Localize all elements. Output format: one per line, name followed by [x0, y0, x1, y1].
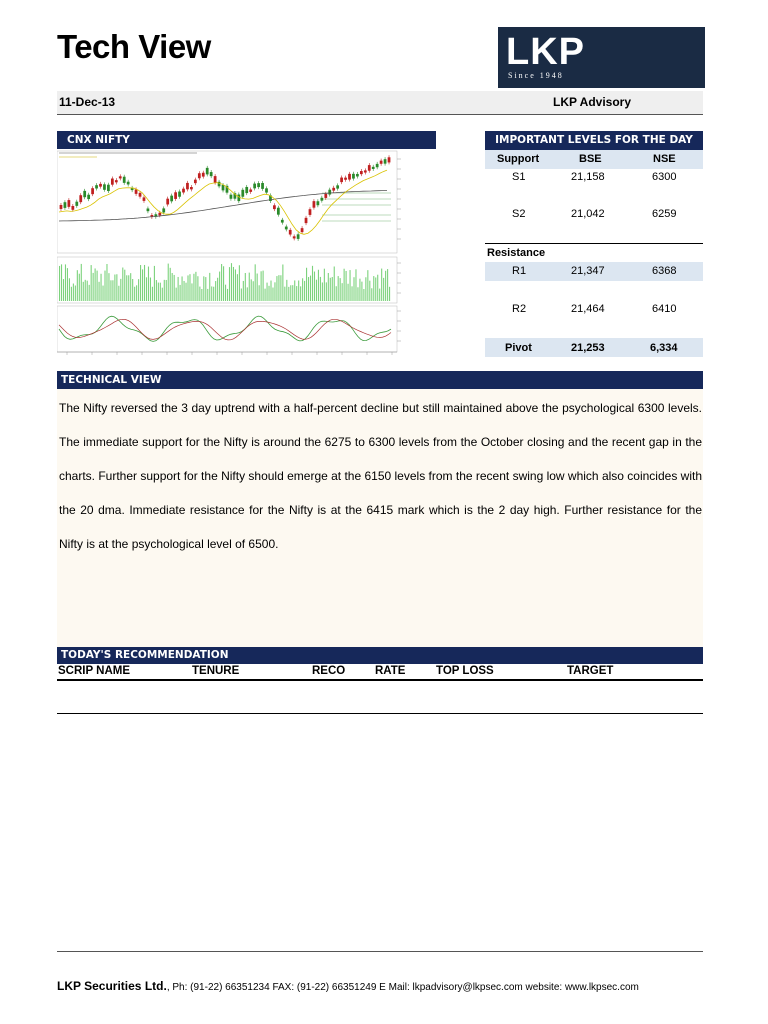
candle-body [332, 188, 335, 191]
volume-bar [156, 280, 157, 301]
candle-body [123, 177, 126, 183]
volume-bar [101, 274, 102, 301]
volume-bar [316, 280, 317, 301]
candle-body [87, 195, 90, 199]
volume-bar [237, 274, 238, 301]
candle-body [162, 208, 165, 212]
important-levels-table [485, 131, 703, 357]
candle-body [60, 205, 63, 209]
volume-bar [91, 265, 92, 301]
volume-bar [373, 276, 374, 301]
candle-body [340, 178, 343, 183]
levels-divider [485, 243, 703, 244]
r2-nse: 6410 [652, 303, 677, 315]
volume-bar [209, 273, 210, 301]
volume-bar [193, 274, 194, 301]
volume-bar [95, 268, 96, 301]
candle-body [364, 170, 367, 172]
s2-nse: 6259 [652, 208, 677, 220]
candle-body [241, 190, 244, 197]
volume-bar [312, 266, 313, 301]
pivot-label: Pivot [505, 342, 532, 354]
technical-view-heading: TECHNICAL VIEW [57, 371, 703, 389]
candle-body [261, 183, 264, 189]
volume-bar [110, 280, 111, 301]
s2-label: S2 [512, 208, 526, 220]
volume-bar [160, 283, 161, 301]
col-scrip-name: SCRIP NAME [58, 665, 130, 677]
r2-label: R2 [512, 303, 527, 315]
footer-company: LKP Securities Ltd. [57, 979, 167, 993]
volume-bar [276, 276, 277, 301]
candle-body [277, 208, 280, 215]
volume-bar [351, 286, 352, 301]
recommendation-heading: TODAY'S RECOMMENDATION [57, 647, 703, 664]
volume-bar [371, 288, 372, 301]
candle-body [107, 185, 110, 191]
volume-bar [223, 266, 224, 301]
volume-bar [274, 282, 275, 301]
date-bar [57, 91, 703, 115]
volume-bar [217, 278, 218, 301]
levels-heading: IMPORTANT LEVELS FOR THE DAY [485, 131, 703, 150]
candle-body [186, 183, 189, 189]
volume-bar [241, 288, 242, 301]
candle-body [83, 191, 86, 197]
volume-bar [211, 286, 212, 301]
candle-body [360, 171, 363, 174]
volume-bar [381, 269, 382, 301]
volume-bar [385, 271, 386, 301]
col-bse: BSE [579, 153, 602, 165]
volume-bar [265, 289, 266, 301]
volume-bar [344, 269, 345, 301]
footer [57, 979, 639, 993]
volume-bar [375, 277, 376, 301]
candle-body [95, 185, 98, 188]
volume-bar [229, 267, 230, 301]
volume-bar [298, 280, 299, 301]
logo-since: Since 1948 [508, 71, 564, 80]
candle-body [68, 200, 71, 207]
volume-bar [363, 289, 364, 301]
volume-bar [355, 269, 356, 301]
volume-bar [324, 269, 325, 301]
volume-bar [225, 285, 226, 301]
volume-bar [278, 275, 279, 301]
pivot-nse: 6,334 [650, 342, 678, 354]
resistance-label: Resistance [487, 247, 546, 259]
volume-bar [197, 276, 198, 301]
volume-bar [387, 269, 388, 301]
volume-bar [231, 263, 232, 301]
volume-bar [67, 268, 68, 301]
volume-bar [320, 277, 321, 301]
volume-bar [353, 277, 354, 301]
candle-body [344, 178, 347, 180]
volume-bar [176, 288, 177, 301]
volume-bar [185, 283, 186, 301]
volume-bar [304, 281, 305, 301]
volume-bar [61, 264, 62, 301]
candle-body [210, 172, 213, 176]
volume-bar [132, 279, 133, 301]
chart-heading: CNX NIFTY [57, 131, 436, 149]
s2-bse: 21,042 [571, 208, 605, 220]
volume-bar [286, 280, 287, 301]
volume-bar [130, 273, 131, 301]
volume-bar [162, 288, 163, 301]
r2-bse: 21,464 [571, 303, 605, 315]
volume-bar [377, 275, 378, 301]
col-support: Support [497, 153, 540, 165]
pivot-row [485, 338, 703, 357]
candle-body [99, 184, 102, 187]
volume-bar [261, 271, 262, 301]
volume-bar [73, 284, 74, 301]
volume-bar [144, 265, 145, 301]
recommendation-header-row [57, 664, 703, 681]
volume-bar [322, 282, 323, 301]
volume-bar [142, 269, 143, 301]
volume-bar [270, 281, 271, 301]
volume-bar [89, 285, 90, 301]
volume-bar [85, 280, 86, 301]
volume-bar [318, 270, 319, 301]
volume-bar [342, 283, 343, 301]
volume-bar [184, 281, 185, 301]
candle-body [178, 192, 181, 197]
volume-bar [332, 277, 333, 301]
r1-label: R1 [512, 265, 527, 277]
volume-bar [112, 280, 113, 301]
volume-bar [83, 282, 84, 301]
logo-wordmark: LKP [506, 31, 585, 73]
volume-bar [292, 285, 293, 301]
volume-bar [282, 264, 283, 301]
volume-bar [233, 267, 234, 301]
volume-bar [116, 274, 117, 301]
candle-body [384, 159, 387, 163]
volume-bar [203, 276, 204, 301]
candle-body [230, 195, 233, 199]
volume-bar [361, 282, 362, 301]
volume-bar [174, 275, 175, 301]
technical-view-body: The Nifty reversed the 3 day uptrend with a half-percent decline but still maintained above the psychological 6300 levels. The immediate support for the Nifty is around the 6275 to 6300 levels from the October closing and the recent gap in the charts. Further support for the Nifty should emerge at the 6150 levels from the recent swing low which also coincides with the 20 dma. Immediate resistance for the Nifty is at the 6415 mark which is the 2 day high. Further resistance for the Nifty is at the psychological level of 6500. [59, 401, 702, 551]
candle-body [190, 187, 193, 189]
volume-bar [326, 282, 327, 301]
volume-bar [191, 283, 192, 301]
candle-body [115, 180, 118, 182]
candle-body [388, 157, 391, 162]
candle-body [281, 220, 284, 223]
volume-bar [65, 264, 66, 301]
volume-bar [87, 281, 88, 301]
volume-bar [120, 279, 121, 301]
candle-body [317, 201, 320, 205]
volume-bar [239, 265, 240, 301]
volume-bar [63, 279, 64, 301]
volume-bar [348, 284, 349, 301]
candle-body [352, 174, 355, 179]
candle-body [91, 188, 94, 194]
volume-bar [272, 288, 273, 301]
volume-bar [219, 272, 220, 301]
volume-bar [251, 279, 252, 301]
volume-bar [172, 273, 173, 301]
volume-bar [306, 268, 307, 301]
volume-bar [249, 273, 250, 301]
r1-nse: 6368 [652, 265, 677, 277]
col-target: TARGET [567, 665, 614, 677]
candle-body [253, 184, 256, 189]
candle-body [249, 189, 252, 191]
volume-bar [108, 273, 109, 301]
candle-body [297, 234, 300, 239]
technical-view-section [57, 371, 703, 647]
volume-bar [367, 270, 368, 301]
volume-bar [280, 275, 281, 301]
candle-body [127, 182, 130, 185]
volume-bar [245, 273, 246, 301]
price-chart-image [57, 149, 436, 358]
volume-bar [138, 279, 139, 301]
candle-body [119, 176, 122, 178]
volume-bar [357, 287, 358, 301]
s1-label: S1 [512, 171, 526, 183]
candle-body [289, 230, 292, 235]
candle-body [79, 195, 82, 202]
recommendation-bottom-rule [57, 713, 703, 714]
volume-bar [164, 280, 165, 301]
candle-body [285, 227, 288, 230]
volume-bar [308, 277, 309, 301]
page-title: Tech View [57, 28, 211, 65]
volume-bar [81, 264, 82, 301]
volume-bar [148, 267, 149, 301]
candle-body [222, 185, 225, 190]
candle-body [305, 218, 308, 223]
volume-bar [328, 273, 329, 301]
volume-bar [268, 286, 269, 301]
volume-bar [122, 268, 123, 301]
s1-nse: 6300 [652, 171, 677, 183]
candle-body [265, 188, 268, 192]
candle-body [158, 213, 161, 216]
advisory-label: LKP Advisory [553, 95, 632, 109]
volume-bar [201, 289, 202, 301]
volume-bar [247, 287, 248, 301]
recommendation-section [57, 647, 703, 681]
volume-bar [300, 286, 301, 301]
volume-bar [104, 271, 105, 301]
volume-bar [170, 268, 171, 301]
volume-bar [284, 287, 285, 301]
candle-body [139, 193, 142, 197]
volume-bar [189, 274, 190, 301]
volume-bar [97, 271, 98, 301]
candle-body [336, 185, 339, 188]
volume-bar [195, 272, 196, 301]
candle-body [376, 164, 379, 167]
candle-body [143, 197, 146, 200]
volume-bar [158, 283, 159, 301]
volume-bar [334, 266, 335, 301]
volume-bar [215, 281, 216, 301]
candle-body [313, 201, 316, 208]
volume-bar [259, 285, 260, 301]
volume-bar [213, 287, 214, 301]
volume-bar [379, 289, 380, 301]
chart-panel [57, 131, 436, 358]
volume-bar [243, 281, 244, 301]
volume-bar [59, 266, 60, 301]
volume-bar [102, 286, 103, 301]
volume-bar [346, 271, 347, 301]
volume-bar [314, 272, 315, 301]
volume-bar [340, 278, 341, 301]
volume-bar [369, 281, 370, 301]
volume-bar [389, 287, 390, 301]
candle-body [245, 187, 248, 193]
volume-bar [140, 265, 141, 301]
volume-bar [336, 286, 337, 301]
volume-bar [182, 276, 183, 301]
volume-bar [106, 264, 107, 301]
candle-body [324, 194, 327, 198]
volume-bar [136, 285, 137, 301]
candle-body [170, 196, 173, 202]
candle-body [166, 199, 169, 205]
candle-body [320, 198, 323, 201]
volume-bar [267, 283, 268, 301]
col-tenure: TENURE [192, 665, 240, 677]
candle-body [328, 190, 331, 195]
footer-rule [57, 951, 703, 952]
volume-bar [146, 277, 147, 301]
col-top-loss: TOP LOSS [436, 665, 494, 677]
s1-bse: 21,158 [571, 171, 605, 183]
candle-body [348, 174, 351, 180]
volume-bar [383, 278, 384, 301]
volume-bar [288, 287, 289, 301]
candle-body [206, 168, 209, 175]
volume-bar [126, 275, 127, 301]
volume-bar [290, 285, 291, 301]
candle-body [273, 205, 276, 209]
candle-body [356, 174, 359, 177]
candle-body [202, 173, 205, 177]
candle-body [368, 165, 371, 171]
candle-body [198, 173, 201, 178]
candle-body [71, 206, 74, 210]
candle-body [103, 184, 106, 189]
col-reco: RECO [312, 665, 346, 677]
volume-bar [93, 273, 94, 301]
levels-header-row [485, 150, 703, 169]
candle-body [372, 167, 375, 169]
volume-bar [69, 278, 70, 301]
lkp-logo [498, 27, 705, 88]
volume-bar [221, 264, 222, 301]
volume-bar [168, 264, 169, 301]
volume-bar [180, 285, 181, 301]
candle-body [64, 202, 67, 208]
volume-bar [187, 275, 188, 301]
volume-bar [150, 278, 151, 301]
candle-body [380, 161, 383, 164]
volume-bar [71, 287, 72, 301]
candle-body [111, 179, 114, 185]
volume-bar [227, 289, 228, 301]
nifty-chart-graphic [57, 149, 436, 358]
r1-bse: 21,347 [571, 265, 605, 277]
pivot-bse: 21,253 [571, 342, 605, 354]
candle-body [135, 189, 138, 193]
volume-bar [118, 286, 119, 301]
volume-bar [263, 271, 264, 301]
col-nse: NSE [653, 153, 676, 165]
volume-bar [302, 278, 303, 301]
volume-bar [310, 276, 311, 301]
volume-bar [128, 275, 129, 301]
report-date: 11-Dec-13 [59, 95, 116, 109]
volume-bar [207, 289, 208, 301]
volume-bar [75, 286, 76, 301]
volume-bar [255, 264, 256, 301]
volume-bar [294, 280, 295, 301]
volume-bar [152, 287, 153, 301]
volume-bar [257, 274, 258, 301]
volume-bar [79, 274, 80, 301]
volume-bar [338, 276, 339, 301]
volume-bar [253, 281, 254, 301]
volume-bar [124, 270, 125, 301]
volume-bar [296, 286, 297, 301]
candle-body [309, 209, 312, 215]
candle-body [194, 180, 197, 184]
volume-bar [134, 287, 135, 301]
volume-bar [199, 287, 200, 301]
volume-bar [205, 277, 206, 301]
candle-body [182, 189, 185, 193]
candle-body [301, 228, 304, 232]
candle-body [75, 202, 78, 206]
volume-bar [235, 269, 236, 301]
volume-bar [166, 280, 167, 301]
volume-bar [330, 278, 331, 301]
volume-bar [77, 270, 78, 301]
volume-bar [154, 266, 155, 301]
volume-bar [114, 275, 115, 301]
volume-bar [365, 277, 366, 301]
candle-body [293, 236, 296, 238]
candle-body [174, 192, 177, 199]
candle-body [214, 176, 217, 182]
volume-bar [99, 282, 100, 301]
candle-body [257, 183, 260, 187]
candle-body [147, 209, 150, 212]
footer-contact: , Ph: (91-22) 66351234 FAX: (91-22) 66351249 E Mail: lkpadvisory@lkpsec.com website: www.lkpsec.com [166, 982, 639, 993]
volume-bar [359, 279, 360, 301]
volume-bar [350, 270, 351, 301]
volume-bar [178, 277, 179, 301]
col-rate: RATE [375, 665, 406, 677]
